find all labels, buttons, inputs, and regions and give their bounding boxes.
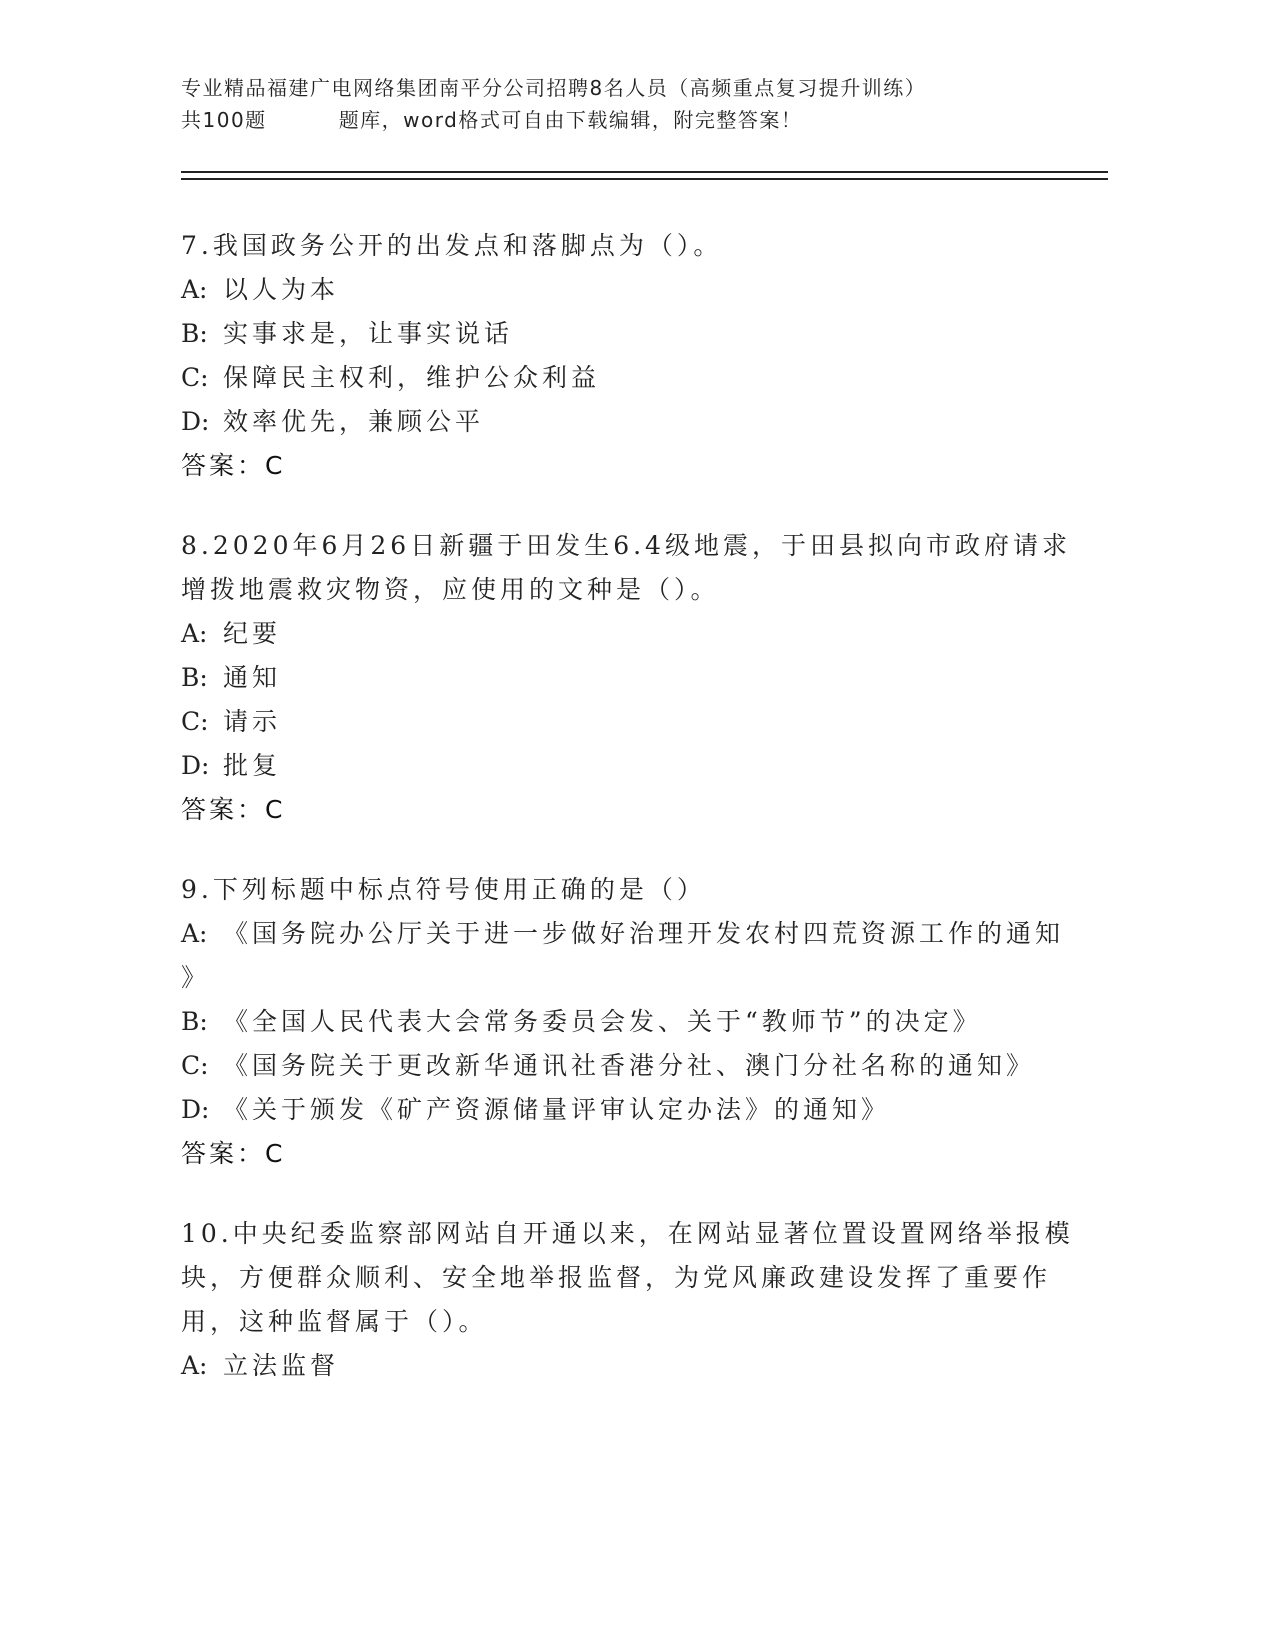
option-label: C:	[181, 363, 209, 392]
question-stem: 用，这种监督属于（）。	[181, 1307, 488, 1336]
question-block	[181, 224, 1061, 488]
option-text: 实事求是，让事实说话	[223, 319, 514, 348]
answer-option	[181, 744, 1061, 788]
question-block	[181, 524, 1071, 832]
answer-option	[181, 312, 1061, 356]
option-text: 《国务院办公厅关于进一步做好治理开发农村四荒资源工作的通知	[223, 919, 1065, 948]
option-label: A:	[181, 619, 208, 648]
option-label: D:	[181, 751, 210, 780]
question-stem: 增拨地震救灾物资，应使用的文种是（）。	[181, 575, 720, 604]
option-label: A:	[181, 275, 208, 304]
question-stem: 9.下列标题中标点符号使用正确的是（）	[181, 875, 706, 904]
question-stem: 8.2020年6月26日新疆于田发生6.4级地震，于田县拟向市政府请求	[181, 531, 1071, 560]
option-label: D:	[181, 407, 210, 436]
header-divider-bottom	[181, 178, 1108, 180]
option-label: D:	[181, 1095, 210, 1124]
option-label: B:	[181, 663, 208, 692]
question-block	[181, 1212, 1074, 1388]
answer-option	[181, 656, 1061, 700]
answer-option	[181, 1044, 1061, 1088]
option-text: 《关于颁发《矿产资源储量评审认定办法》的通知》	[223, 1095, 891, 1124]
option-text: 保障民主权利，维护公众利益	[223, 363, 601, 392]
option-text: 批复	[223, 751, 282, 780]
answer-option	[181, 268, 1061, 312]
option-label: C:	[181, 1051, 209, 1080]
option-text: 效率优先，兼顾公平	[223, 407, 485, 436]
question-list	[181, 224, 1074, 1424]
option-label: A:	[181, 1351, 208, 1380]
option-label: A:	[181, 919, 208, 948]
option-text: 请示	[223, 707, 282, 736]
answer-option	[181, 956, 1061, 1000]
answer-option	[181, 1088, 1061, 1132]
option-text: 《全国人民代表大会常务委员会发、关于“教师节”的决定》	[223, 1007, 982, 1036]
option-text: 《国务院关于更改新华通讯社香港分社、澳门分社名称的通知》	[223, 1051, 1036, 1080]
answer-option	[181, 612, 1061, 656]
answer-option	[181, 356, 1061, 400]
question-stem: 10.中央纪委监察部网站自开通以来，在网站显著位置设置网络举报模	[181, 1219, 1074, 1248]
document-header	[181, 72, 1061, 136]
question-block	[181, 868, 1065, 1176]
header-format-note: 题库，word格式可自由下载编辑，附完整答案！	[338, 108, 803, 132]
answer-key: 答案：C	[181, 451, 286, 480]
answer-key: 答案：C	[181, 1139, 286, 1168]
answer-key: 答案：C	[181, 795, 286, 824]
option-text: 立法监督	[223, 1351, 340, 1380]
option-label: B:	[181, 1007, 208, 1036]
option-text: 纪要	[223, 619, 282, 648]
option-label: C:	[181, 707, 209, 736]
answer-option	[181, 400, 1061, 444]
header-subtitle-line	[181, 104, 1061, 136]
answer-option	[181, 1000, 1061, 1044]
answer-option	[181, 1344, 1061, 1388]
header-question-count: 共100题	[181, 108, 267, 132]
answer-option	[181, 700, 1061, 744]
question-stem: 7.我国政务公开的出发点和落脚点为（）。	[181, 231, 723, 260]
question-stem: 块，方便群众顺利、安全地举报监督，为党风廉政建设发挥了重要作	[181, 1263, 1052, 1292]
option-text: 》	[181, 963, 211, 992]
header-divider-top	[181, 171, 1108, 173]
option-text: 以人为本	[223, 275, 340, 304]
option-label: B:	[181, 319, 208, 348]
header-title-line: 专业精品福建广电网络集团南平分公司招聘8名人员（高频重点复习提升训练）	[181, 76, 927, 100]
answer-option	[181, 912, 1065, 956]
option-text: 通知	[223, 663, 282, 692]
